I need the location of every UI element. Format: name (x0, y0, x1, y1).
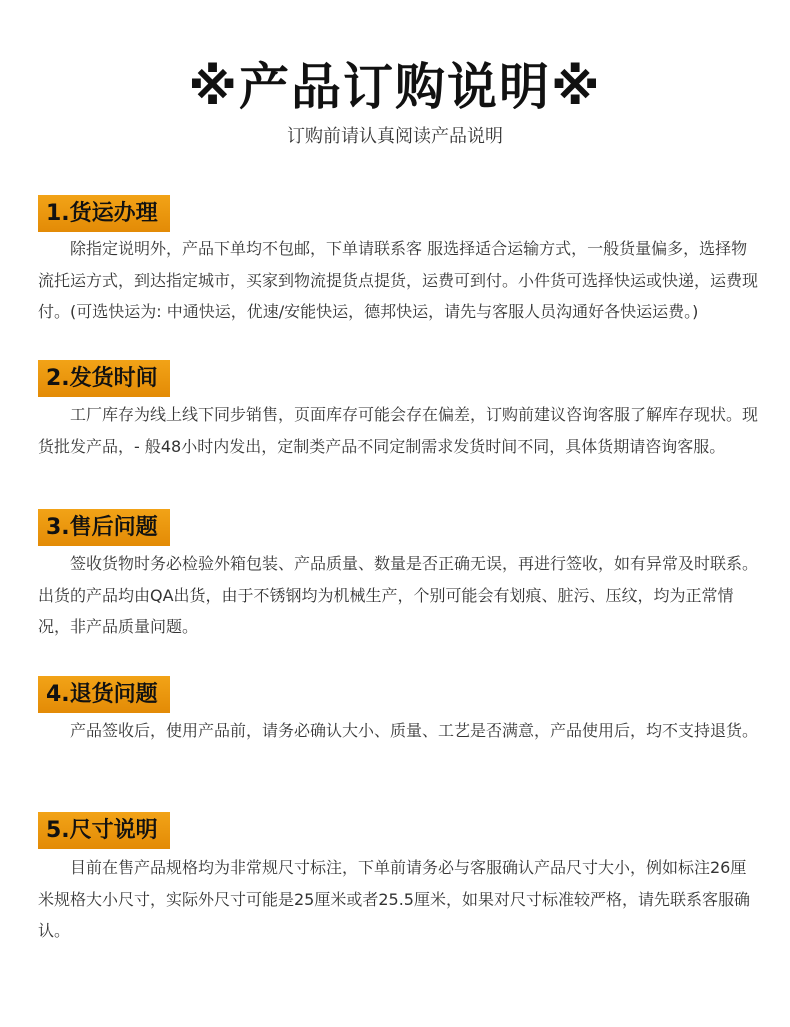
page-subtitle: 订购前请认真阅读产品说明 (287, 126, 503, 147)
section-heading-returns: 4.退货问题 (38, 676, 170, 713)
section-body-size (38, 852, 758, 947)
section-text-size: 目前在售产品规格均为非常规尺寸标注，下单前请务必与客服确认产品尺寸大小，例如标注26厘米规格大小尺寸，实际外尺寸可能是25厘米或者25.5厘米，如果对尺寸标准较严格，请先联系客服确认。 (38, 858, 750, 940)
section-heading-after-sales: 3.售后问题 (38, 509, 170, 546)
section-body-delivery-time (38, 399, 758, 462)
section-text-returns: 产品签收后，使用产品前，请务必确认大小、质量、工艺是否满意，产品使用后，均不支持退货。 (70, 721, 759, 740)
section-body-returns (38, 715, 758, 747)
section-heading-delivery-time: 2.发货时间 (38, 360, 170, 397)
section-heading-shipping: 1.货运办理 (38, 195, 170, 232)
section-text-shipping: 除指定说明外，产品下单均不包邮，下单请联系客 服选择适合运输方式，一般货量偏多，选择物流托运方式，到达指定城市，买家到物流提货点提货，运费可到付。小件货可选择快运或快递，运费现付。(可选快运为: 中通快运，优速/安能快运，德邦快运，请先与客服人员沟通好各快运运费。) (38, 239, 759, 321)
section-text-after-sales: 签收货物时务必检验外箱包装、产品质量、数量是否正确无误，再进行签收，如有异常及时联系。出货的产品均由QA出货，由于不锈钢均为机械生产，个别可能会有划痕、脏污、压纹，均为正常情况，非产品质量问题。 (38, 554, 759, 636)
section-text-delivery-time: 工厂库存为线上线下同步销售，页面库存可能会存在偏差，订购前建议咨询客服了解库存现状。现货批发产品，- 般48小时内发出，定制类产品不同定制需求发货时间不同，具体货期请咨询客服。 (38, 405, 759, 456)
section-body-shipping (38, 233, 758, 328)
section-heading-size: 5.尺寸说明 (38, 812, 170, 849)
page-title: ※产品订购说明※ (188, 58, 602, 116)
section-body-after-sales (38, 548, 758, 643)
